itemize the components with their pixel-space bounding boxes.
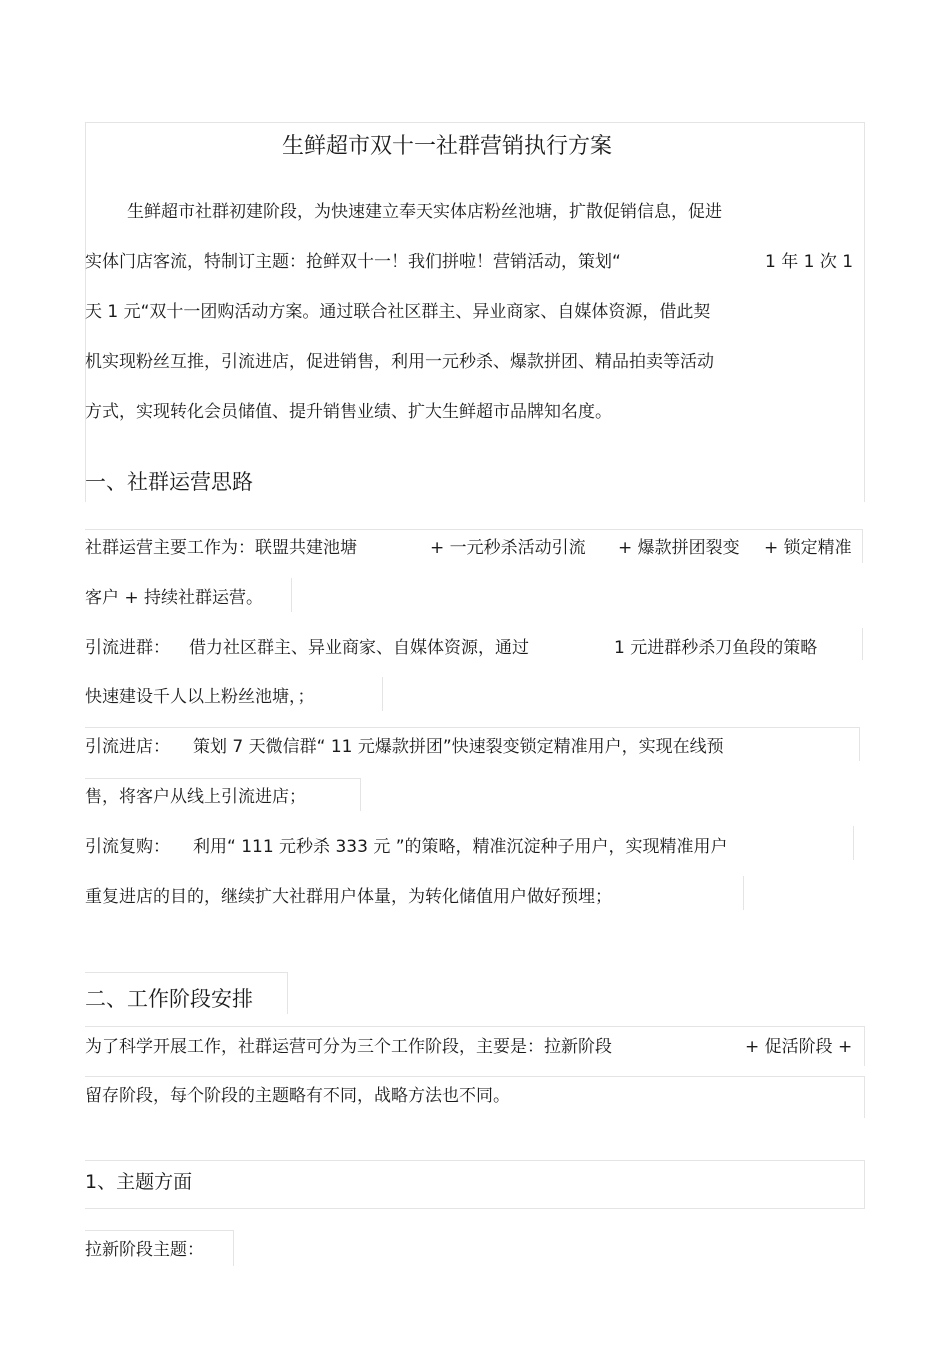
p2-text-a: 策划 7 天微信群“ 11 元爆款拼团”快速裂变锁定精准用户，实现在线预 [193,737,724,757]
subsection1-heading: 1、主题方面 [85,1171,193,1193]
intro-line-5: 方式，实现转化会员储值、提升销售业绩、扩大生鲜超市品牌知名度。 [85,402,612,422]
document-title: 生鲜超市双十一社群营销执行方案 [282,134,613,159]
subsection1-item: 拉新阶段主题： [85,1240,204,1260]
frame-sub1 [85,1160,865,1209]
p3-label: 引流复购： [85,837,170,857]
p2-text-b: 售，将客户从线上引流进店； [85,787,306,807]
section1-main-d: + 锁定精准 [764,538,852,558]
p1-label: 引流进群： [85,638,170,658]
section1-heading: 一、社群运营思路 [85,470,253,494]
section2-line-1a: 为了科学开展工作，社群运营可分为三个工作阶段，主要是：拉新阶段 [85,1037,612,1057]
section1-main-c: + 爆款拼团裂变 [618,538,740,558]
section2-line-2: 留存阶段，每个阶段的主题略有不同，战略方法也不同。 [85,1086,510,1106]
section1-main-e: 客户 + 持续社群运营。 [85,588,264,608]
section1-main-a: 社群运营主要工作为：联盟共建池塘 [85,538,357,558]
p3-text-b: 重复进店的目的，继续扩大社群用户体量，为转化储值用户做好预埋； [85,887,612,907]
intro-line-2b: 1 年 1 次 1 [765,252,854,272]
intro-line-1: 生鲜超市社群初建阶段，为快速建立奉天实体店粉丝池塘，扩散促销信息，促进 [127,202,722,222]
p2-label: 引流进店： [85,737,170,757]
p1-text-a: 借力社区群主、异业商家、自媒体资源，通过 [189,638,529,658]
p1-text-b: 1 元进群秒杀刀鱼段的策略 [614,638,818,658]
p3-text-a: 利用“ 111 元秒杀 333 元 ”的策略，精准沉淀种子用户，实现精准用户 [193,837,728,857]
intro-line-2a: 实体门店客流，特制订主题：抢鲜双十一！我们拼啦！营销活动，策划“ [85,252,621,272]
intro-line-4: 机实现粉丝互推，引流进店，促进销售，利用一元秒杀、爆款拼团、精品拍卖等活动 [85,352,714,372]
p1-text-c: 快速建设千人以上粉丝池塘，； [85,687,315,707]
intro-line-3: 天 1 元“双十一团购活动方案。通过联合社区群主、异业商家、自媒体资源，借此契 [85,302,711,322]
section2-line-1b: + 促活阶段 + [745,1037,853,1057]
section2-heading: 二、工作阶段安排 [85,987,253,1011]
section1-main-b: + 一元秒杀活动引流 [430,538,586,558]
